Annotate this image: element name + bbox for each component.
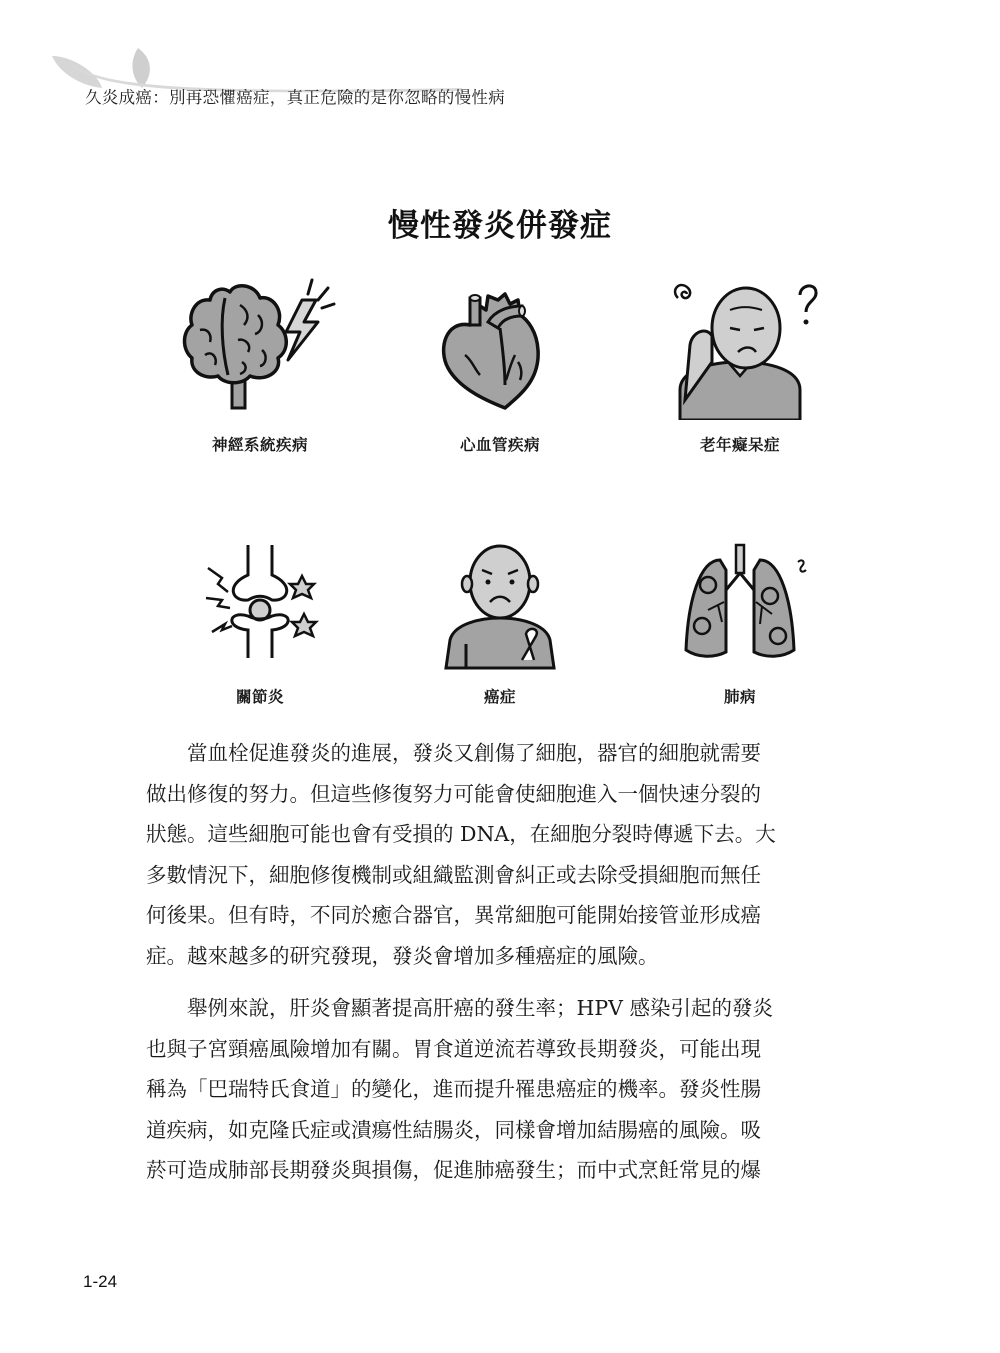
heart-icon <box>410 270 590 415</box>
complication-arthritis <box>140 540 380 710</box>
text-line: 當血栓促進發炎的進展，發炎又創傷了細胞，器官的細胞就需要 <box>146 741 761 765</box>
text-line: 做出修復的努力。但這些修復努力可能會使細胞進入一個快速分裂的 <box>146 781 761 806</box>
complication-dementia <box>620 270 860 470</box>
text-line: 菸可造成肺部長期發炎與損傷，促進肺癌發生；而中式烹飪常見的爆 <box>146 1158 761 1182</box>
paragraph-2 <box>146 988 836 1191</box>
text-line: 多數情況下，細胞修復機制或組織監測會糾正或去除受損細胞而無任 <box>146 862 761 887</box>
label-cardiovascular: 心血管疾病 <box>459 436 540 454</box>
text-line: 也與子宮頸癌風險增加有關。胃食道逆流若導致長期發炎，可能出現 <box>146 1036 761 1061</box>
label-lung-disease: 肺病 <box>723 688 756 706</box>
paragraph-1 <box>146 733 836 976</box>
body-text <box>146 733 836 1191</box>
running-header: 久炎成癌：別再恐懼癌症，真正危險的是你忽略的慢性病 <box>85 88 505 107</box>
label-neurological: 神經系統疾病 <box>211 436 308 454</box>
complications-icon-grid <box>140 270 860 710</box>
text-line: 道疾病，如克隆氏症或潰瘍性結腸炎，同樣會增加結腸癌的風險。吸 <box>146 1117 761 1142</box>
text-line: 稱為「巴瑞特氏食道」的變化，進而提升罹患癌症的機率。發炎性腸 <box>146 1077 761 1101</box>
complication-cancer <box>380 540 620 710</box>
page-number: 1-24 <box>83 1272 118 1291</box>
inflamed-joint-icon <box>170 540 350 665</box>
label-cancer: 癌症 <box>483 688 516 706</box>
cancer-ribbon-person-icon <box>410 540 590 670</box>
label-arthritis: 關節炎 <box>235 688 284 706</box>
brain-lightning-icon <box>170 270 350 415</box>
text-line: 何後果。但有時，不同於癒合器官，異常細胞可能開始接管並形成癌 <box>146 903 761 927</box>
label-dementia: 老年癡呆症 <box>699 436 780 454</box>
complication-cardiovascular <box>380 270 620 470</box>
lungs-icon <box>650 540 830 670</box>
confused-elderly-man-icon <box>650 270 830 420</box>
complication-neurological <box>140 270 380 470</box>
text-line: 舉例來說，肝炎會顯著提高肝癌的發生率；HPV 感染引起的發炎 <box>146 996 773 1020</box>
complication-lung-disease <box>620 540 860 710</box>
text-line: 症。越來越多的研究發現，發炎會增加多種癌症的風險。 <box>146 943 659 968</box>
figure-title: 慢性發炎併發症 <box>388 208 612 244</box>
text-line: 狀態。這些細胞可能也會有受損的 DNA，在細胞分裂時傳遞下去。大 <box>146 822 776 846</box>
